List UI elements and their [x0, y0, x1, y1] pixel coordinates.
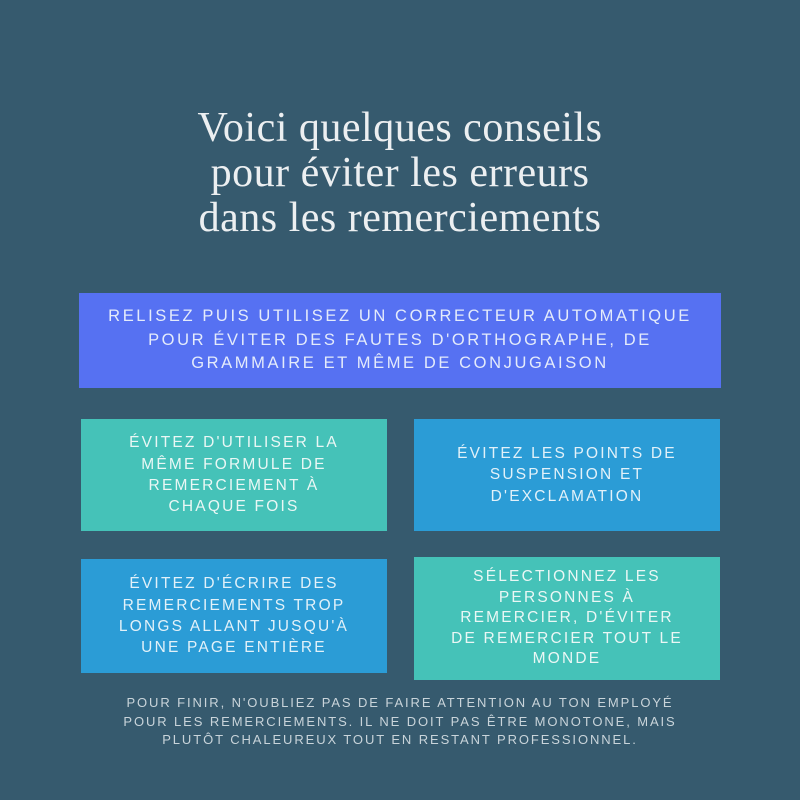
- tip-card-too-long: ÉVITEZ D'ÉCRIRE DES REMERCIEMENTS TROP LONGS ALLANT JUSQU'À UNE PAGE ENTIÈRE: [81, 559, 387, 673]
- tip-main-box: RELISEZ PUIS UTILISEZ UN CORRECTEUR AUTOMATIQUE POUR ÉVITER DES FAUTES D'ORTHOGRAPHE, DE GRAMMAIRE ET MÊME DE CONJUGAISON: [79, 293, 721, 388]
- footer-note: POUR FINIR, N'OUBLIEZ PAS DE FAIRE ATTENTION AU TON EMPLOYÉ POUR LES REMERCIEMENTS. IL NE DOIT PAS ÊTRE MONOTONE, MAIS PLUTÔT CHALEUREUX TOUT EN RESTANT PROFESSIONNEL.: [123, 695, 677, 748]
- tip-card-select-people: SÉLECTIONNEZ LES PERSONNES À REMERCIER, D'ÉVITER DE REMERCIER TOUT LE MONDE: [414, 557, 720, 680]
- tip-card-same-formula: ÉVITEZ D'UTILISER LA MÊME FORMULE DE REMERCIEMENT À CHAQUE FOIS: [81, 419, 387, 531]
- tip-card-punctuation: ÉVITEZ LES POINTS DE SUSPENSION ET D'EXCLAMATION: [414, 419, 720, 531]
- page-title: Voici quelques conseils pour éviter les erreurs dans les remerciements: [197, 105, 603, 241]
